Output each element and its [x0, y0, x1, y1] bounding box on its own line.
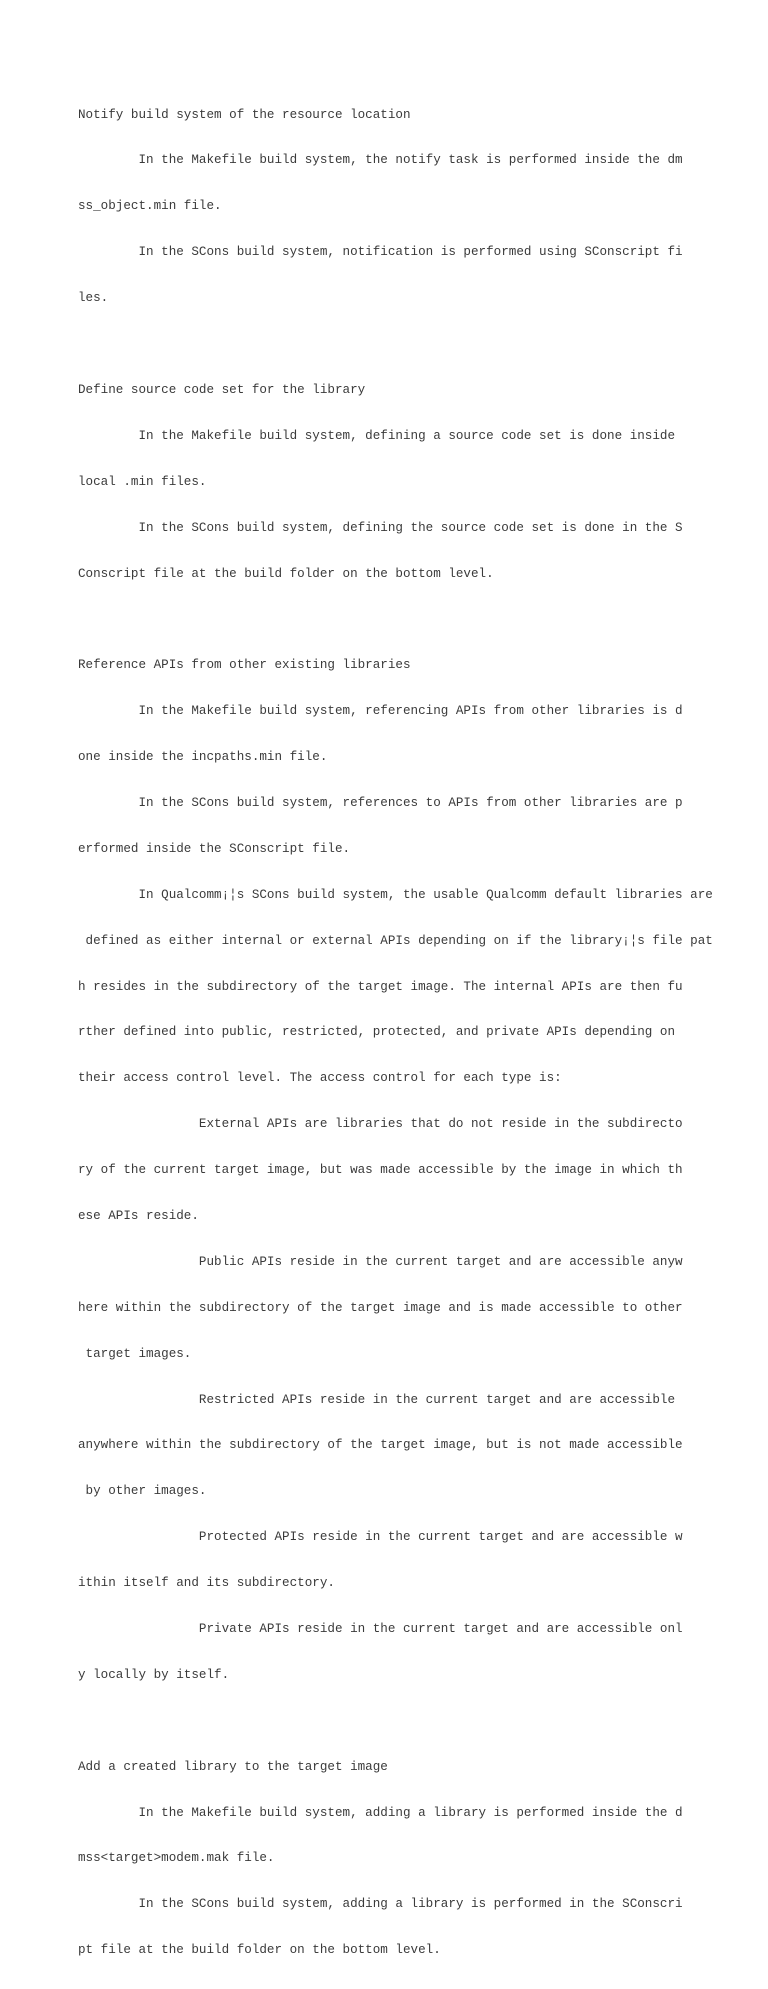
text-line: Restricted APIs reside in the current target and are accessible — [78, 1392, 676, 1407]
text-line: defined as either internal or external APIs depending on if the library¡¦s file pat — [78, 933, 713, 948]
text-line: In the Makefile build system, adding a library is performed inside the d — [78, 1805, 683, 1820]
blank-line — [78, 1714, 713, 1729]
text-line: local .min files. — [78, 474, 207, 489]
heading-define-source-code-set: Define source code set for the library — [78, 382, 366, 397]
heading-notify-build-system: Notify build system of the resource location — [78, 107, 411, 122]
text-line: one inside the incpaths.min file. — [78, 750, 328, 765]
text-line: Conscript file at the build folder on the bottom level. — [78, 566, 494, 581]
text-line: ese APIs reside. — [78, 1208, 199, 1223]
text-line: mss<target>modem.mak file. — [78, 1851, 275, 1866]
text-line: In the SCons build system, adding a library is performed in the SConscri — [78, 1897, 683, 1912]
text-line: In the Makefile build system, defining a source code set is done inside — [78, 428, 676, 443]
text-line: pt file at the build folder on the bottom level. — [78, 1943, 441, 1958]
text-line: h resides in the subdirectory of the target image. The internal APIs are then fu — [78, 979, 683, 994]
text-line: target images. — [78, 1346, 192, 1361]
text-line: anywhere within the subdirectory of the target image, but is not made accessible — [78, 1438, 683, 1453]
text-line: ithin itself and its subdirectory. — [78, 1576, 335, 1591]
text-line: y locally by itself. — [78, 1667, 230, 1682]
text-line: ss_object.min file. — [78, 199, 222, 214]
blank-line — [78, 612, 713, 627]
text-line: ry of the current target image, but was made accessible by the image in which th — [78, 1163, 683, 1178]
text-line: In the SCons build system, defining the source code set is done in the S — [78, 520, 683, 535]
text-line: External APIs are libraries that do not reside in the subdirecto — [78, 1117, 683, 1132]
text-line: Protected APIs reside in the current target and are accessible w — [78, 1530, 683, 1545]
blank-line — [78, 337, 713, 352]
heading-add-created-library: Add a created library to the target image — [78, 1759, 388, 1774]
text-line: their access control level. The access control for each type is: — [78, 1071, 562, 1086]
text-line: In the SCons build system, references to APIs from other libraries are p — [78, 795, 683, 810]
document-text — [78, 77, 713, 1989]
text-line: erformed inside the SConscript file. — [78, 841, 351, 856]
text-line: In the Makefile build system, the notify task is performed inside the dm — [78, 153, 683, 168]
heading-reference-apis: Reference APIs from other existing libraries — [78, 658, 411, 673]
text-line: here within the subdirectory of the target image and is made accessible to other — [78, 1300, 683, 1315]
text-line: Private APIs reside in the current target and are accessible onl — [78, 1621, 683, 1636]
text-line: les. — [78, 291, 109, 306]
text-line: In Qualcomm¡¦s SCons build system, the usable Qualcomm default libraries are — [78, 887, 713, 902]
text-line: Public APIs reside in the current target and are accessible anyw — [78, 1254, 683, 1269]
text-line: rther defined into public, restricted, protected, and private APIs depending on — [78, 1025, 676, 1040]
text-line: In the Makefile build system, referencing APIs from other libraries is d — [78, 704, 683, 719]
text-line: In the SCons build system, notification is performed using SConscript fi — [78, 245, 683, 260]
text-line: by other images. — [78, 1484, 207, 1499]
